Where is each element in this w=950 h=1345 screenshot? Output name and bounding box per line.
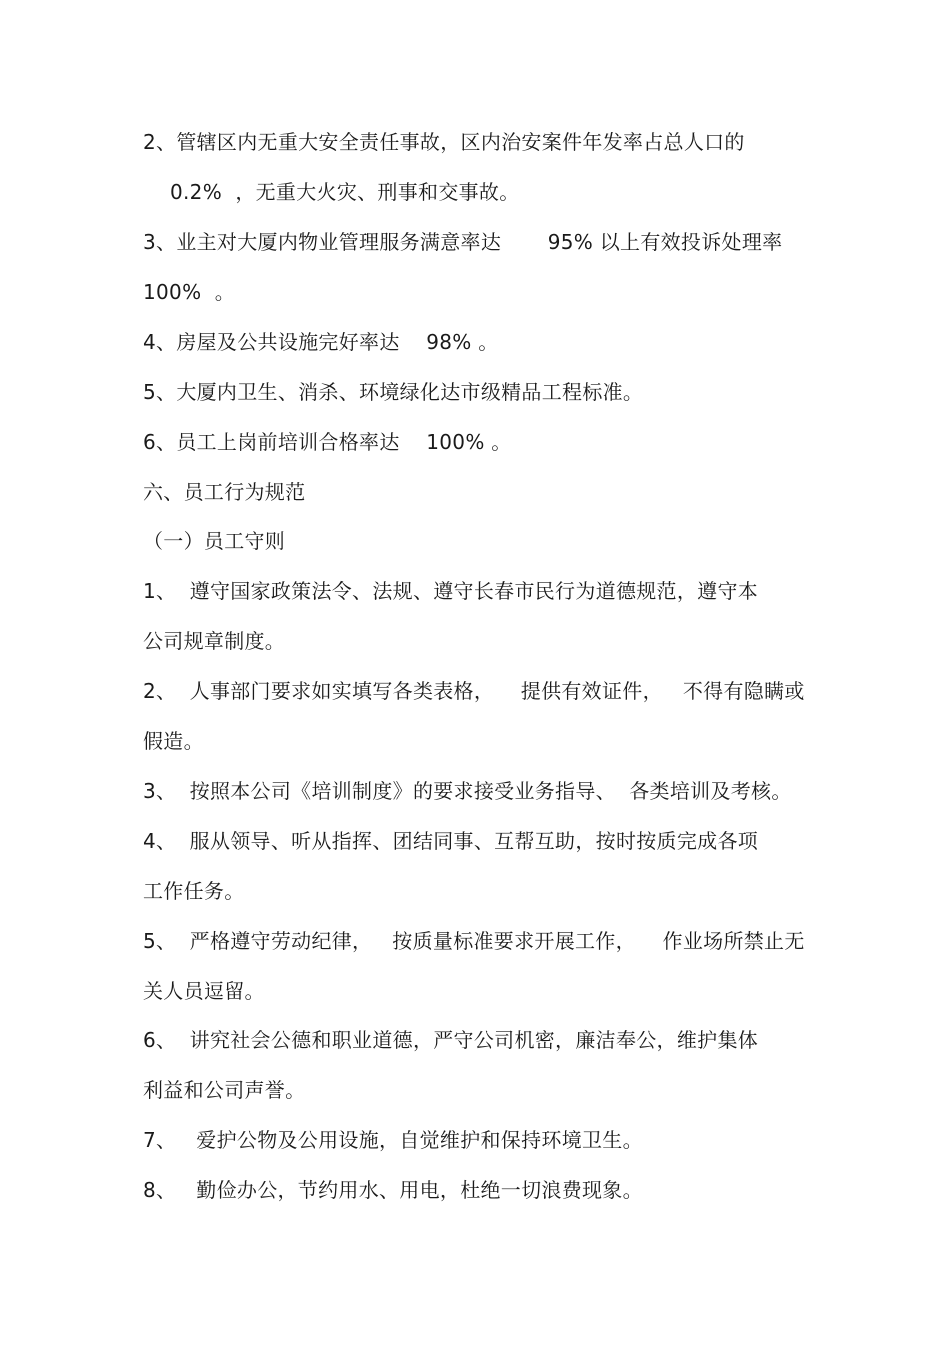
- text-line-target-3-cont: 100% 。: [143, 280, 235, 304]
- rule-item-7: 7、 爱护公物及公用设施，自觉维护和保持环境卫生。: [143, 1128, 643, 1152]
- rule-item-2: 2、 人事部门要求如实填写各类表格， 提供有效证件， 不得有隐瞒或: [143, 679, 805, 703]
- rule-item-4: 4、 服从领导、听从指挥、团结同事、互帮互助，按时按质完成各项: [143, 829, 759, 853]
- rule-item-6: 6、 讲究社会公德和职业道德，严守公司机密，廉洁奉公，维护集体: [143, 1028, 759, 1052]
- text-line-target-6: 6、员工上岗前培训合格率达 100% 。: [143, 430, 512, 454]
- rule-item-3: 3、 按照本公司《培训制度》的要求接受业务指导、 各类培训及考核。: [143, 779, 792, 803]
- rule-item-1-cont: 公司规章制度。: [143, 629, 286, 653]
- rule-item-4-cont: 工作任务。: [143, 879, 245, 903]
- text-line-target-4: 4、房屋及公共设施完好率达 98% 。: [143, 330, 499, 354]
- subsection-heading: （一）员工守则: [143, 529, 286, 553]
- rule-item-8: 8、 勤俭办公，节约用水、用电，杜绝一切浪费现象。: [143, 1178, 643, 1202]
- rule-item-5-cont: 关人员逗留。: [143, 979, 265, 1003]
- section-heading: 六、员工行为规范: [143, 480, 306, 504]
- text-line-target-2: 2、管辖区内无重大安全责任事故，区内治安案件年发率占总人口的: [143, 130, 745, 154]
- rule-item-1: 1、 遵守国家政策法令、法规、遵守长春市民行为道德规范，遵守本: [143, 579, 759, 603]
- rule-item-5: 5、 严格遵守劳动纪律， 按质量标准要求开展工作， 作业场所禁止无: [143, 929, 805, 953]
- text-line-target-2-cont: 0.2% ，无重大火灾、刑事和交事故。: [170, 180, 520, 204]
- text-line-target-3: 3、业主对大厦内物业管理服务满意率达 95% 以上有效投诉处理率: [143, 230, 783, 254]
- text-line-target-5: 5、大厦内卫生、消杀、环境绿化达市级精品工程标准。: [143, 380, 644, 404]
- rule-item-6-cont: 利益和公司声誉。: [143, 1078, 306, 1102]
- rule-item-2-cont: 假造。: [143, 729, 204, 753]
